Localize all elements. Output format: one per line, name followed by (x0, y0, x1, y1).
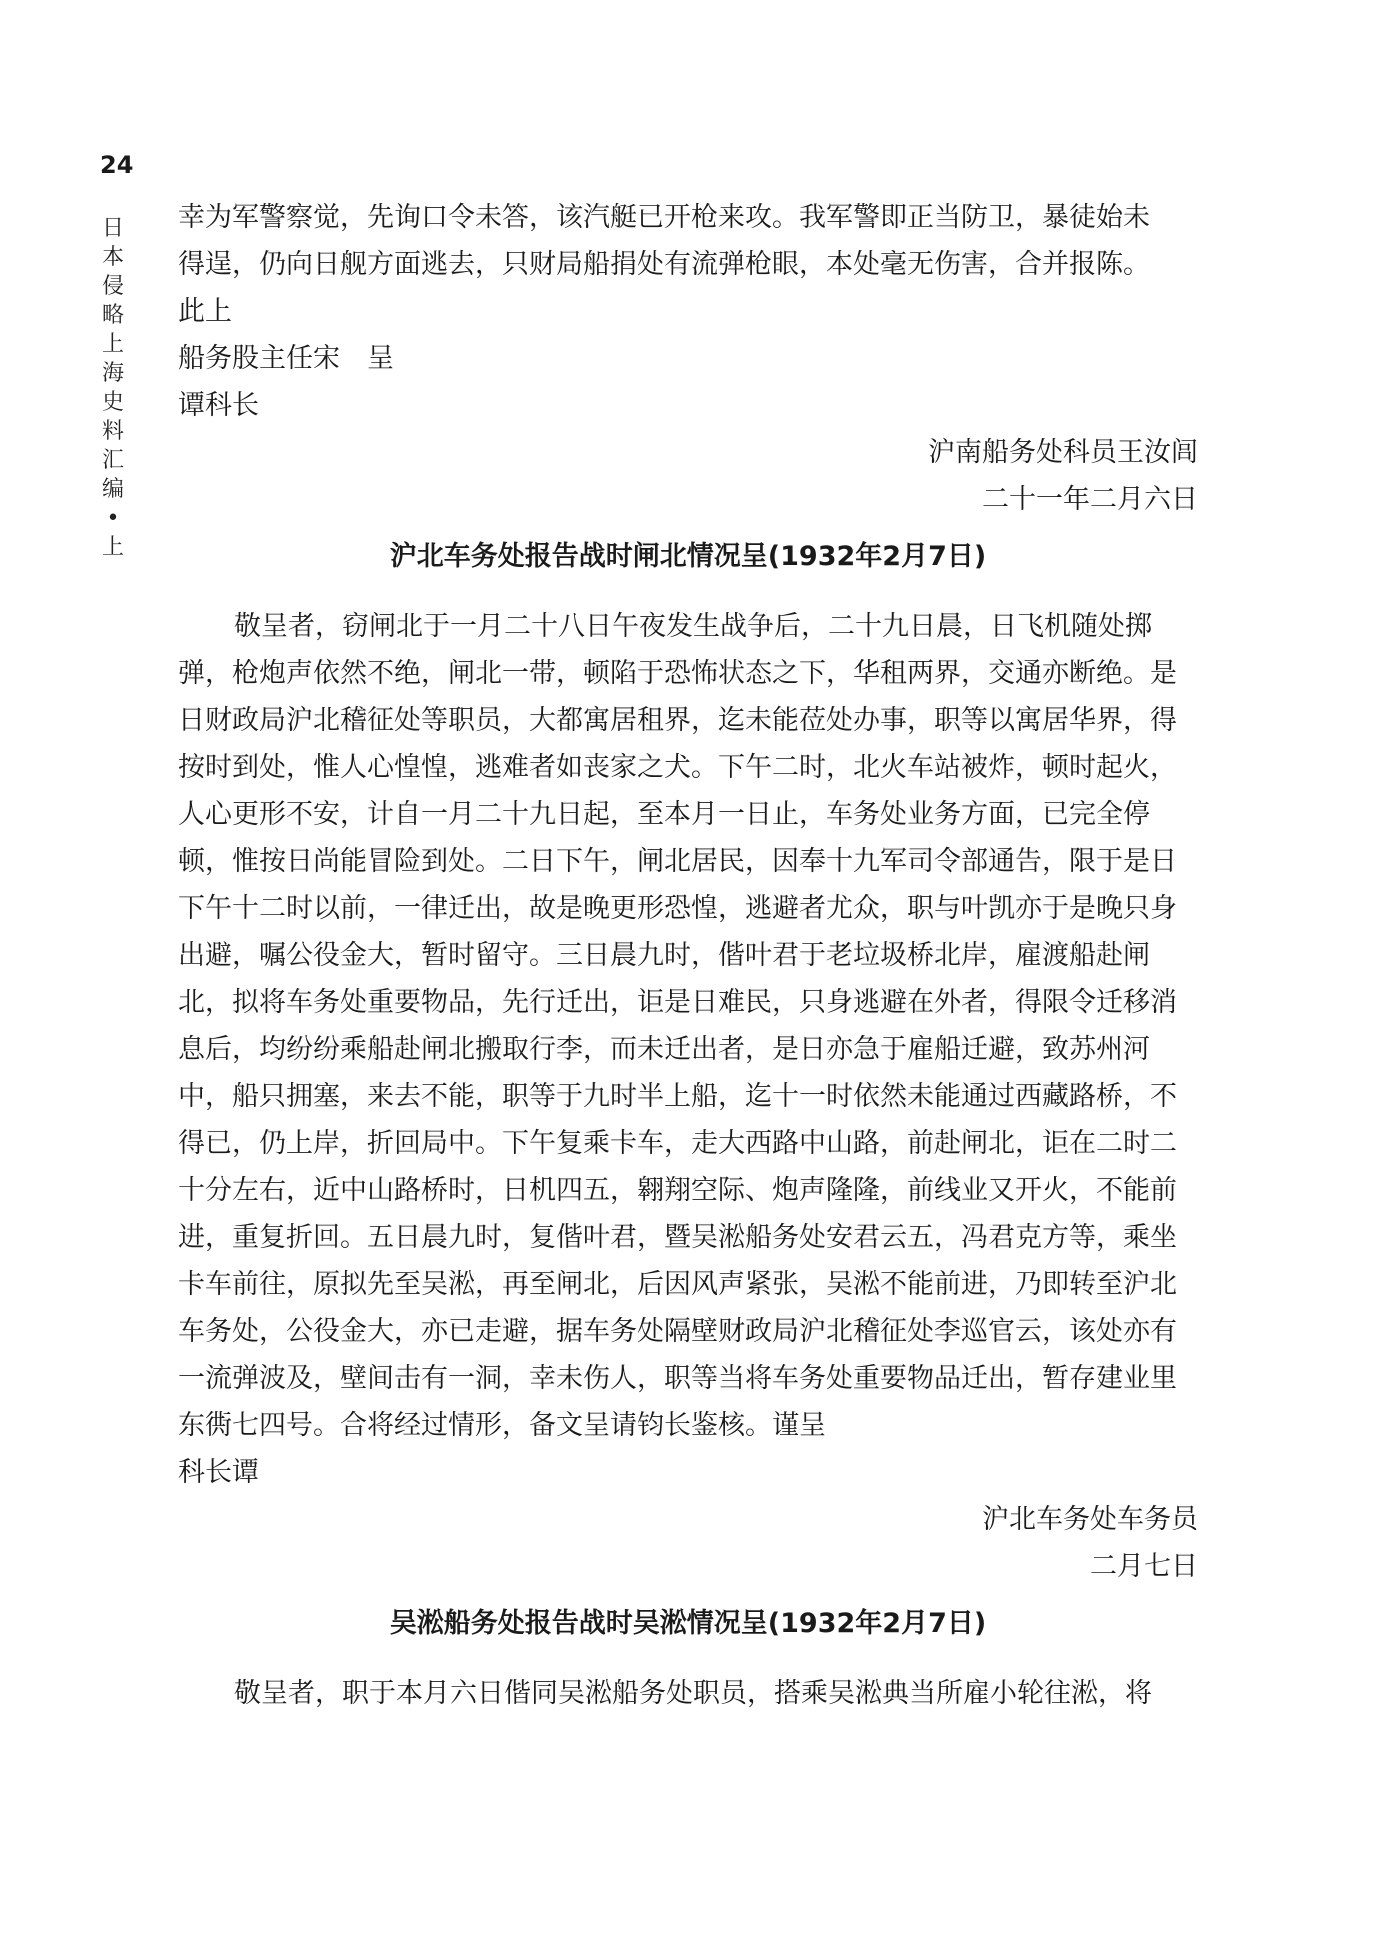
signature-line: 沪南船务处科员王汝闾 (928, 437, 1198, 468)
body-line: 车务处，公役金大，亦已走避，据车务处隔壁财政局沪北稽征处李巡官云，该处亦有 (178, 1316, 1177, 1347)
running-title: 日本侵略上海史料汇编•上 (101, 216, 124, 560)
date-line: 二十一年二月六日 (982, 484, 1198, 515)
section-3 (178, 1670, 1198, 1717)
body-line: 中，船只拥塞，来去不能，职等于九时半上船，迄十一时依然未能通过西藏路桥，不 (178, 1081, 1177, 1112)
closing-line: 此上 (178, 296, 232, 327)
body-line: 日财政局沪北稽征处等职员，大都寓居租界，迄未能莅处办事，职等以寓居华界，得 (178, 705, 1177, 736)
page-number: 24 (100, 151, 134, 179)
body-line: 卡车前往，原拟先至吴淞，再至闸北，后因风声紧张，吴淞不能前进，乃即转至沪北 (178, 1269, 1177, 1300)
body-line: 幸为军警察觉，先询口令未答，该汽艇已开枪来攻。我军警即正当防卫，暴徒始未 (178, 202, 1150, 233)
section-2 (178, 603, 1198, 1590)
body-line: 敬呈者，职于本月六日偕同吴淞船务处职员，搭乘吴淞典当所雇小轮往淞，将 (234, 1678, 1152, 1709)
body-line: 北，拟将车务处重要物品，先行迁出，讵是日难民，只身逃避在外者，得限令迁移消 (178, 987, 1177, 1018)
body-line: 进，重复折回。五日晨九时，复偕叶君，暨吴淞船务处安君云五，冯君克方等，乘坐 (178, 1222, 1177, 1253)
body-line: 下午十二时以前，一律迁出，故是晚更形恐惶，逃避者尤众，职与叶凯亦于是晚只身 (178, 893, 1177, 924)
body-line: 顿，惟按日尚能冒险到处。二日下午，闸北居民，因奉十九军司令部通告，限于是日 (178, 846, 1177, 877)
section-1 (178, 194, 1198, 523)
sender-line: 船务股主任宋 呈 (178, 343, 394, 374)
body-line: 十分左右，近中山路桥时，日机四五，翱翔空际、炮声隆隆，前线业又开火，不能前 (178, 1175, 1177, 1206)
body-line: 一流弹波及，壁间击有一洞，幸未伤人，职等当将车务处重要物品迁出，暂存建业里 (178, 1363, 1177, 1394)
date-line: 二月七日 (1090, 1551, 1198, 1582)
body-line: 东衖七四号。合将经过情形，备文呈请钧长鉴核。谨呈 (178, 1410, 826, 1441)
section-3-title: 吴淞船务处报告战时吴淞情况呈(1932年2月7日) (389, 1608, 987, 1639)
recipient-line: 科长谭 (178, 1457, 259, 1488)
recipient-line: 谭科长 (178, 390, 259, 421)
body-line: 得已，仍上岸，折回局中。下午复乘卡车，走大西路中山路，前赴闸北，讵在二时二 (178, 1128, 1177, 1159)
body-line: 出避，嘱公役金大，暂时留守。三日晨九时，偕叶君于老垃圾桥北岸，雇渡船赴闸 (178, 940, 1150, 971)
body-line: 人心更形不安，计自一月二十九日起，至本月一日止，车务处业务方面，已完全停 (178, 799, 1150, 830)
section-2-title: 沪北车务处报告战时闸北情况呈(1932年2月7日) (389, 541, 987, 572)
body-line: 按时到处，惟人心惶惶，逃难者如丧家之犬。下午二时，北火车站被炸，顿时起火， (178, 752, 1177, 783)
body-line: 敬呈者，窃闸北于一月二十八日午夜发生战争后，二十九日晨，日飞机随处掷 (234, 611, 1152, 642)
body-line: 得逞，仍向日舰方面逃去，只财局船捐处有流弹枪眼，本处毫无伤害，合并报陈。 (178, 249, 1150, 280)
page-content (178, 194, 1198, 1717)
signature-line: 沪北车务处车务员 (982, 1504, 1198, 1535)
body-line: 弹，枪炮声依然不绝，闸北一带，顿陷于恐怖状态之下，华租两界，交通亦断绝。是 (178, 658, 1177, 689)
body-line: 息后，均纷纷乘船赴闸北搬取行李，而未迁出者，是日亦急于雇船迁避，致苏州河 (178, 1034, 1150, 1065)
